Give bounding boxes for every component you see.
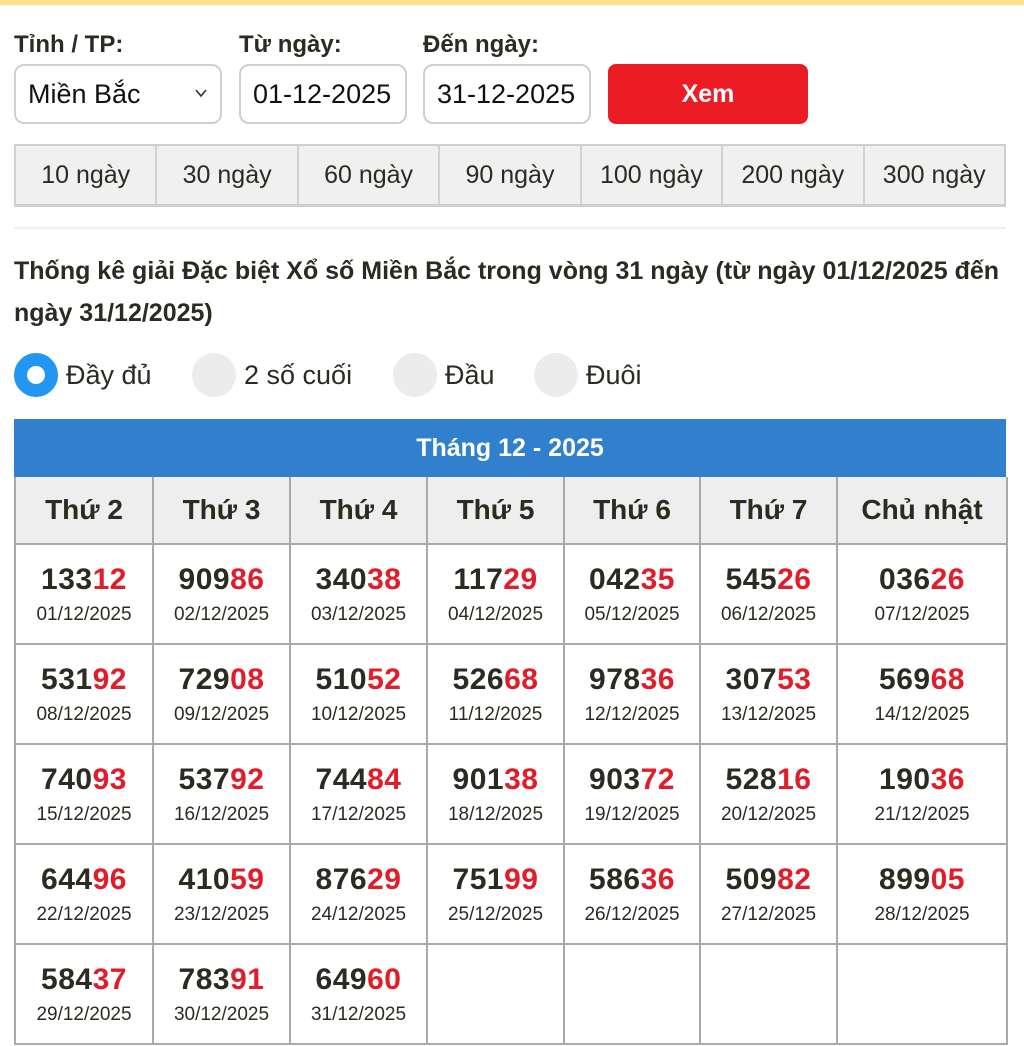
number-tail-digits: 60: [367, 963, 402, 996]
result-cell: [838, 745, 1008, 845]
number-head-digits: 744: [315, 763, 368, 796]
radio-full-label: Đầy đủ: [66, 359, 152, 390]
number-tail-digits: 53: [777, 663, 812, 696]
special-prize-number: [453, 662, 539, 698]
number-head-digits: 510: [315, 663, 368, 696]
draw-date: 23/12/2025: [173, 904, 270, 925]
special-prize-number: [589, 562, 675, 598]
range-100-days-button[interactable]: 100 ngày: [582, 146, 723, 204]
number-head-digits: 537: [178, 763, 231, 796]
number-tail-digits: 82: [777, 863, 812, 896]
draw-date: 27/12/2025: [720, 904, 817, 925]
number-head-digits: 586: [589, 863, 641, 896]
number-head-digits: 526: [452, 663, 505, 696]
special-prize-number: [316, 762, 402, 798]
number-head-digits: 899: [879, 863, 931, 896]
special-prize-number: [316, 862, 402, 898]
to-date-label: Đến ngày:: [423, 31, 540, 58]
special-prize-number: [879, 562, 965, 598]
number-tail-digits: 68: [504, 663, 539, 696]
filter-form: [14, 30, 1014, 126]
result-cell: [565, 545, 701, 645]
draw-date: 28/12/2025: [874, 904, 970, 925]
number-head-digits: 644: [41, 863, 93, 896]
result-cell: [701, 645, 838, 745]
number-tail-digits: 86: [230, 563, 265, 596]
radio-checked-icon[interactable]: [14, 353, 58, 397]
number-tail-digits: 35: [640, 563, 675, 596]
result-cell: [701, 745, 838, 845]
draw-date: 19/12/2025: [584, 804, 680, 825]
result-cell: [428, 545, 565, 645]
result-cell: [838, 645, 1008, 745]
number-tail-digits: 91: [230, 963, 265, 996]
number-head-digits: 117: [453, 563, 504, 596]
number-head-digits: 042: [589, 563, 641, 596]
number-tail-digits: 72: [640, 763, 675, 796]
special-prize-number: [316, 662, 402, 698]
radio-head[interactable]: [393, 352, 495, 398]
result-cell: [154, 645, 291, 745]
quick-range-bar: [14, 144, 1006, 207]
special-prize-number: [41, 662, 127, 698]
special-prize-number: [453, 562, 537, 598]
special-prize-number: [179, 662, 265, 698]
number-head-digits: 876: [315, 863, 368, 896]
draw-date: 03/12/2025: [310, 604, 407, 625]
number-tail-digits: 52: [367, 663, 402, 696]
special-prize-number: [879, 762, 965, 798]
number-tail-digits: 29: [503, 563, 538, 596]
number-tail-digits: 12: [92, 563, 127, 596]
number-head-digits: 133: [41, 563, 93, 596]
number-tail-digits: 84: [367, 763, 402, 796]
to-date-field: [423, 30, 591, 124]
empty-cell: [565, 945, 701, 1045]
radio-head-label: Đầu: [445, 359, 495, 390]
draw-date: 10/12/2025: [310, 704, 407, 725]
number-head-digits: 740: [41, 763, 93, 796]
number-tail-digits: 36: [930, 763, 965, 796]
result-cell: [565, 845, 701, 945]
special-prize-number: [589, 862, 675, 898]
number-tail-digits: 36: [640, 663, 675, 696]
special-prize-number: [879, 862, 965, 898]
special-prize-number: [179, 762, 265, 798]
number-head-digits: 901: [452, 763, 505, 796]
range-90-days-button[interactable]: 90 ngày: [440, 146, 581, 204]
weekday-header: Thứ 3: [154, 477, 291, 545]
special-prize-number: [589, 662, 675, 698]
number-tail-digits: 93: [92, 763, 127, 796]
result-cell: [291, 745, 428, 845]
weekday-header: Thứ 6: [565, 477, 701, 545]
radio-last-two-digits[interactable]: [192, 352, 352, 398]
special-prize-number: [453, 862, 539, 898]
number-head-digits: 783: [178, 963, 231, 996]
calendar-grid: [14, 477, 1006, 1045]
special-prize-number: [879, 662, 965, 698]
special-prize-number: [726, 862, 812, 898]
draw-date: 05/12/2025: [584, 604, 680, 625]
draw-date: 24/12/2025: [310, 904, 407, 925]
draw-date: 16/12/2025: [173, 804, 270, 825]
special-prize-number: [453, 762, 539, 798]
display-mode-radio-group: [14, 352, 1004, 398]
special-prize-number: [179, 862, 265, 898]
result-cell: [16, 945, 154, 1045]
special-prize-number: [589, 762, 675, 798]
draw-date: 06/12/2025: [720, 604, 817, 625]
draw-date: 29/12/2025: [36, 1004, 132, 1025]
number-head-digits: 545: [725, 563, 778, 596]
radio-unchecked-icon[interactable]: [534, 353, 578, 397]
section-divider: [14, 227, 1006, 229]
number-tail-digits: 08: [230, 663, 265, 696]
special-prize-number: [41, 962, 127, 998]
special-prize-number: [316, 562, 402, 598]
number-tail-digits: 26: [777, 563, 812, 596]
number-tail-digits: 16: [777, 763, 812, 796]
draw-date: 14/12/2025: [874, 704, 970, 725]
number-head-digits: 410: [178, 863, 231, 896]
range-60-days-button[interactable]: 60 ngày: [299, 146, 440, 204]
from-date-field: [239, 30, 407, 124]
province-select[interactable]: [14, 64, 222, 124]
weekday-header: Thứ 2: [16, 477, 154, 545]
special-prize-number: [179, 562, 265, 598]
results-calendar: [14, 419, 1006, 1045]
radio-tail-label: Đuôi: [586, 359, 642, 390]
number-tail-digits: 68: [930, 663, 965, 696]
number-tail-digits: 05: [930, 863, 965, 896]
draw-date: 17/12/2025: [310, 804, 407, 825]
draw-date: 21/12/2025: [874, 804, 970, 825]
province-field: [14, 30, 222, 124]
range-200-days-button[interactable]: 200 ngày: [723, 146, 864, 204]
draw-date: 11/12/2025: [448, 704, 543, 725]
number-tail-digits: 92: [230, 763, 265, 796]
draw-date: 31/12/2025: [310, 1004, 407, 1025]
number-tail-digits: 36: [640, 863, 675, 896]
weekday-header: Thứ 7: [701, 477, 838, 545]
number-head-digits: 190: [879, 763, 931, 796]
result-cell: [291, 845, 428, 945]
result-cell: [154, 745, 291, 845]
result-cell: [565, 645, 701, 745]
empty-cell: [701, 945, 838, 1045]
number-head-digits: 340: [315, 563, 368, 596]
result-cell: [428, 645, 565, 745]
radio-unchecked-icon[interactable]: [393, 353, 437, 397]
special-prize-number: [726, 762, 812, 798]
number-head-digits: 528: [725, 763, 778, 796]
number-head-digits: 509: [725, 863, 778, 896]
number-head-digits: 569: [879, 663, 931, 696]
number-tail-digits: 96: [92, 863, 127, 896]
result-cell: [565, 745, 701, 845]
special-prize-number: [726, 662, 812, 698]
result-cell: [154, 845, 291, 945]
draw-date: 07/12/2025: [874, 604, 970, 625]
draw-date: 20/12/2025: [720, 804, 817, 825]
range-300-days-button[interactable]: 300 ngày: [865, 146, 1004, 204]
chevron-down-icon: [194, 86, 208, 100]
draw-date: 25/12/2025: [447, 904, 544, 925]
number-tail-digits: 92: [92, 663, 127, 696]
special-prize-number: [41, 762, 127, 798]
draw-date: 12/12/2025: [584, 704, 680, 725]
result-cell: [291, 945, 428, 1045]
draw-date: 02/12/2025: [173, 604, 270, 625]
number-tail-digits: 37: [92, 963, 127, 996]
result-cell: [16, 845, 154, 945]
draw-date: 01/12/2025: [36, 604, 132, 625]
from-date-input[interactable]: 01-12-2025: [239, 64, 407, 124]
statistics-title: Thống kê giải Đặc biệt Xổ số Miền Bắc trong vòng 31 ngày (từ ngày 01/12/2025 đến ngày 31/12/2025): [14, 257, 1000, 327]
number-head-digits: 751: [452, 863, 505, 896]
number-head-digits: 036: [879, 563, 931, 596]
weekday-header: Chủ nhật: [838, 477, 1008, 545]
draw-date: 18/12/2025: [447, 804, 544, 825]
result-cell: [291, 545, 428, 645]
result-cell: [701, 545, 838, 645]
province-label: Tỉnh / TP:: [14, 31, 124, 58]
number-tail-digits: 59: [230, 863, 265, 896]
number-head-digits: 909: [178, 563, 231, 596]
special-prize-number: [726, 562, 812, 598]
draw-date: 22/12/2025: [36, 904, 132, 925]
number-head-digits: 978: [589, 663, 641, 696]
result-cell: [16, 545, 154, 645]
result-cell: [16, 745, 154, 845]
result-cell: [838, 845, 1008, 945]
draw-date: 13/12/2025: [720, 704, 817, 725]
number-tail-digits: 29: [367, 863, 402, 896]
special-prize-number: [41, 862, 127, 898]
radio-tail[interactable]: [534, 352, 642, 398]
number-tail-digits: 38: [504, 763, 539, 796]
number-head-digits: 649: [315, 963, 368, 996]
weekday-header: Thứ 4: [291, 477, 428, 545]
number-head-digits: 903: [589, 763, 641, 796]
draw-date: 15/12/2025: [36, 804, 132, 825]
result-cell: [291, 645, 428, 745]
top-accent-strip: [0, 0, 1024, 5]
empty-cell: [428, 945, 565, 1045]
special-prize-number: [316, 962, 402, 998]
range-30-days-button[interactable]: 30 ngày: [157, 146, 298, 204]
draw-date: 30/12/2025: [173, 1004, 270, 1025]
to-date-input[interactable]: 31-12-2025: [423, 64, 591, 124]
result-cell: [428, 745, 565, 845]
result-cell: [154, 545, 291, 645]
result-cell: [154, 945, 291, 1045]
empty-cell: [838, 945, 1008, 1045]
special-prize-number: [179, 962, 265, 998]
number-tail-digits: 99: [504, 863, 539, 896]
result-cell: [701, 845, 838, 945]
special-prize-number: [41, 562, 127, 598]
number-tail-digits: 38: [367, 563, 402, 596]
range-10-days-button[interactable]: 10 ngày: [16, 146, 157, 204]
number-head-digits: 307: [725, 663, 778, 696]
draw-date: 26/12/2025: [584, 904, 680, 925]
radio-unchecked-icon[interactable]: [192, 353, 236, 397]
number-head-digits: 729: [178, 663, 231, 696]
result-cell: [16, 645, 154, 745]
draw-date: 09/12/2025: [173, 704, 270, 725]
radio-last-two-digits-label: 2 số cuối: [244, 359, 353, 390]
draw-date: 08/12/2025: [36, 704, 132, 725]
result-cell: [838, 545, 1008, 645]
draw-date: 04/12/2025: [447, 604, 544, 625]
radio-full[interactable]: [14, 352, 152, 398]
weekday-header: Thứ 5: [428, 477, 565, 545]
number-head-digits: 531: [41, 663, 93, 696]
view-button[interactable]: Xem: [608, 64, 808, 124]
from-date-label: Từ ngày:: [239, 31, 342, 58]
calendar-month-title: Tháng 12 - 2025: [14, 419, 1006, 477]
number-tail-digits: 26: [930, 563, 965, 596]
province-select-value: Miền Bắc: [28, 78, 141, 109]
result-cell: [428, 845, 565, 945]
number-head-digits: 584: [41, 963, 93, 996]
